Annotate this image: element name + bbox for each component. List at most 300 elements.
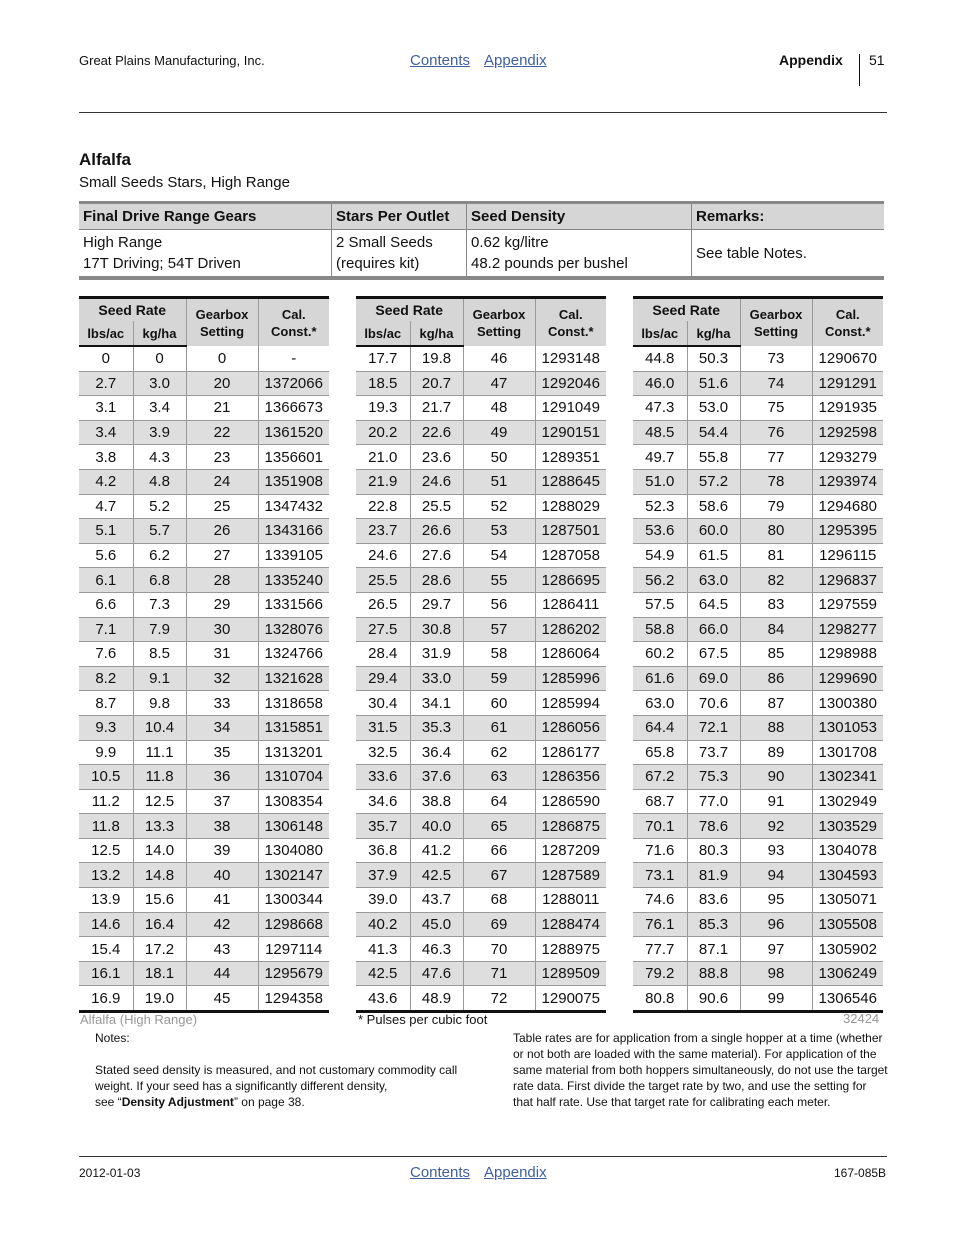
lbs-ac-cell: 57.5: [633, 592, 687, 617]
density-line-1: 0.62 kg/litre: [471, 234, 549, 251]
table-row: [79, 420, 329, 445]
cal-const-cell: 1318658: [258, 691, 329, 716]
table-row: [79, 371, 329, 396]
cal-const-cell: 1286177: [535, 740, 606, 765]
table-row: [356, 346, 606, 371]
cal-const-cell: 1306148: [258, 814, 329, 839]
kg-ha-cell: 83.6: [687, 888, 740, 913]
lbs-ac-cell: 32.5: [356, 740, 410, 765]
table-row: [356, 494, 606, 519]
kg-ha-cell: 4.8: [133, 469, 186, 494]
gearbox-cell: 40: [186, 863, 258, 888]
lbs-ac-cell: 70.1: [633, 814, 687, 839]
gearbox-cell: 65: [463, 814, 535, 839]
gearbox-cell: 33: [186, 691, 258, 716]
table-row: [356, 519, 606, 544]
table-row: [79, 445, 329, 470]
cal-const-cell: 1288029: [535, 494, 606, 519]
kg-ha-cell: 6.2: [133, 543, 186, 568]
table-row: [356, 765, 606, 790]
kg-ha-cell: 64.5: [687, 592, 740, 617]
gearbox-cell: 99: [740, 986, 812, 1012]
lbs-ac-cell: 22.8: [356, 494, 410, 519]
const-label: Const.*: [271, 323, 317, 339]
density-adjustment-link[interactable]: Density Adjustment: [121, 1095, 234, 1109]
lbs-ac-cell: 17.7: [356, 346, 410, 371]
lbs-ac-cell: 5.6: [79, 543, 133, 568]
gearbox-cell: 79: [740, 494, 812, 519]
lbs-ac-cell: 7.6: [79, 642, 133, 667]
table-row: [79, 814, 329, 839]
cal-const-cell: 1290151: [535, 420, 606, 445]
lbs-ac-cell: 58.8: [633, 617, 687, 642]
lbs-ac-cell: 7.1: [79, 617, 133, 642]
cal-const-cell: 1290075: [535, 986, 606, 1012]
kg-ha-cell: 69.0: [687, 666, 740, 691]
lbs-ac-cell: 33.6: [356, 765, 410, 790]
table-row: [633, 420, 883, 445]
lbs-ac-cell: 79.2: [633, 961, 687, 986]
kg-ha-cell: 29.7: [410, 592, 463, 617]
kg-ha-cell: 73.7: [687, 740, 740, 765]
kg-ha-cell: 9.1: [133, 666, 186, 691]
lbs-ac-cell: 49.7: [633, 445, 687, 470]
cal-const-cell: 1294358: [258, 986, 329, 1012]
gearbox-cell: 87: [740, 691, 812, 716]
gearbox-cell: 37: [186, 789, 258, 814]
cal-const-cell: 1286064: [535, 642, 606, 667]
gearbox-cell: 94: [740, 863, 812, 888]
lbs-ac-cell: 14.6: [79, 912, 133, 937]
cal-const-cell: 1300344: [258, 888, 329, 913]
table-caption: Alfalfa (High Range): [80, 1012, 198, 1027]
header-divider: [859, 54, 860, 86]
cal-const-cell: 1347432: [258, 494, 329, 519]
table-row: [633, 789, 883, 814]
cal-const-cell: 1324766: [258, 642, 329, 667]
gearbox-cell: 51: [463, 469, 535, 494]
kg-ha-cell: 31.9: [410, 642, 463, 667]
gearbox-cell: 27: [186, 543, 258, 568]
gearbox-cell: 67: [463, 863, 535, 888]
gearbox-cell: 23: [186, 445, 258, 470]
info-gears: [79, 230, 332, 279]
cal-const-cell: 1287058: [535, 543, 606, 568]
cal-const-cell: 1292046: [535, 371, 606, 396]
footer-contents-link[interactable]: Contents: [410, 1164, 471, 1181]
stars-line-2: (requires kit): [336, 255, 420, 272]
lbs-ac-header: lbs/ac: [79, 321, 133, 346]
kg-ha-cell: 24.6: [410, 469, 463, 494]
page-number: 51: [869, 52, 885, 68]
setting-label: Setting: [476, 323, 522, 339]
lbs-ac-cell: 37.9: [356, 863, 410, 888]
cal-const-cell: 1305508: [812, 912, 883, 937]
seed-rate-table: [356, 296, 606, 1013]
cal-const-cell: 1343166: [258, 519, 329, 544]
gearbox-cell: 47: [463, 371, 535, 396]
kg-ha-cell: 66.0: [687, 617, 740, 642]
gearbox-cell: 53: [463, 519, 535, 544]
lbs-ac-cell: 73.1: [633, 863, 687, 888]
notes-density-text: Stated seed density is measured, and not customary commodity call weight. If your seed has a significantly different density,: [95, 1063, 458, 1093]
kg-ha-cell: 80.3: [687, 838, 740, 863]
table-row: [356, 666, 606, 691]
gearbox-setting-header: [740, 298, 812, 347]
kg-ha-cell: 10.4: [133, 715, 186, 740]
kg-ha-cell: 88.8: [687, 961, 740, 986]
gearbox-cell: 73: [740, 346, 812, 371]
gearbox-cell: 91: [740, 789, 812, 814]
lbs-ac-cell: 39.0: [356, 888, 410, 913]
cal-const-cell: 1291935: [812, 396, 883, 421]
info-header-remarks: Remarks:: [692, 203, 885, 230]
gearbox-cell: 30: [186, 617, 258, 642]
table-row: [633, 494, 883, 519]
table-row: [633, 666, 883, 691]
table-row: [79, 789, 329, 814]
table-row: [79, 715, 329, 740]
info-remarks: See table Notes.: [692, 230, 885, 279]
lbs-ac-cell: 71.6: [633, 838, 687, 863]
kg-ha-cell: 7.3: [133, 592, 186, 617]
gearbox-cell: 59: [463, 666, 535, 691]
lbs-ac-header: lbs/ac: [633, 321, 687, 346]
gearbox-cell: 20: [186, 371, 258, 396]
table-row: [633, 445, 883, 470]
cal-const-cell: 1296115: [812, 543, 883, 568]
kg-ha-cell: 12.5: [133, 789, 186, 814]
cal-const-cell: 1298668: [258, 912, 329, 937]
kg-ha-cell: 18.1: [133, 961, 186, 986]
lbs-ac-cell: 19.3: [356, 396, 410, 421]
kg-ha-cell: 20.7: [410, 371, 463, 396]
kg-ha-cell: 11.1: [133, 740, 186, 765]
footer-nav: [410, 1164, 561, 1181]
table-row: [356, 396, 606, 421]
cal-const-cell: 1286356: [535, 765, 606, 790]
kg-ha-cell: 50.3: [687, 346, 740, 371]
table-row: [356, 789, 606, 814]
gearbox-cell: 84: [740, 617, 812, 642]
gearbox-cell: 82: [740, 568, 812, 593]
kg-ha-cell: 87.1: [687, 937, 740, 962]
cal-const-cell: 1304593: [812, 863, 883, 888]
kg-ha-cell: 19.0: [133, 986, 186, 1012]
seed-rate-header: Seed Rate: [79, 298, 186, 322]
kg-ha-cell: 21.7: [410, 396, 463, 421]
table-row: [633, 715, 883, 740]
cal-const-cell: 1372066: [258, 371, 329, 396]
cal-const-cell: 1289509: [535, 961, 606, 986]
cal-const-cell: 1288975: [535, 937, 606, 962]
cal-const-cell: 1302341: [812, 765, 883, 790]
gearbox-cell: 92: [740, 814, 812, 839]
gearbox-cell: 88: [740, 715, 812, 740]
table-row: [79, 912, 329, 937]
cal-const-cell: 1288645: [535, 469, 606, 494]
gearbox-cell: 35: [186, 740, 258, 765]
table-row: [633, 519, 883, 544]
kg-ha-cell: 17.2: [133, 937, 186, 962]
lbs-ac-cell: 9.9: [79, 740, 133, 765]
cal-const-cell: 1304078: [812, 838, 883, 863]
gearbox-cell: 95: [740, 888, 812, 913]
kg-ha-cell: 41.2: [410, 838, 463, 863]
table-row: [79, 691, 329, 716]
info-header-density: Seed Density: [467, 203, 692, 230]
const-label: Const.*: [548, 323, 594, 339]
kg-ha-cell: 46.3: [410, 937, 463, 962]
gearbox-cell: 90: [740, 765, 812, 790]
lbs-ac-cell: 36.8: [356, 838, 410, 863]
table-row: [79, 346, 329, 371]
gearbox-cell: 42: [186, 912, 258, 937]
cal-const-cell: 1286411: [535, 592, 606, 617]
cal-const-cell: 1287209: [535, 838, 606, 863]
notes-heading: Notes:: [95, 1031, 130, 1045]
kg-ha-cell: 40.0: [410, 814, 463, 839]
kg-ha-cell: 58.6: [687, 494, 740, 519]
cal-const-cell: 1331566: [258, 592, 329, 617]
gearbox-cell: 22: [186, 420, 258, 445]
lbs-ac-cell: 43.6: [356, 986, 410, 1012]
kg-ha-cell: 19.8: [410, 346, 463, 371]
kg-ha-cell: 85.3: [687, 912, 740, 937]
cal-const-cell: 1310704: [258, 765, 329, 790]
table-row: [356, 838, 606, 863]
gearbox-cell: 60: [463, 691, 535, 716]
cal-const-cell: 1361520: [258, 420, 329, 445]
cal-const-cell: 1293148: [535, 346, 606, 371]
notes-left: [95, 1030, 480, 1110]
gearbox-cell: 55: [463, 568, 535, 593]
gearbox-cell: 70: [463, 937, 535, 962]
gearbox-cell: 41: [186, 888, 258, 913]
table-row: [633, 691, 883, 716]
cal-const-header: [812, 298, 883, 347]
kg-ha-cell: 57.2: [687, 469, 740, 494]
kg-ha-cell: 43.7: [410, 888, 463, 913]
const-label: Const.*: [825, 323, 871, 339]
kg-ha-cell: 78.6: [687, 814, 740, 839]
lbs-ac-header: lbs/ac: [356, 321, 410, 346]
gearbox-cell: 71: [463, 961, 535, 986]
kg-ha-cell: 16.4: [133, 912, 186, 937]
lbs-ac-cell: 6.6: [79, 592, 133, 617]
lbs-ac-cell: 67.2: [633, 765, 687, 790]
kg-ha-cell: 42.5: [410, 863, 463, 888]
kg-ha-cell: 22.6: [410, 420, 463, 445]
cal-const-cell: 1286875: [535, 814, 606, 839]
table-row: [79, 543, 329, 568]
kg-ha-cell: 5.7: [133, 519, 186, 544]
info-density: [467, 230, 692, 279]
lbs-ac-cell: 4.2: [79, 469, 133, 494]
gearbox-cell: 39: [186, 838, 258, 863]
cal-const-cell: 1328076: [258, 617, 329, 642]
lbs-ac-cell: 53.6: [633, 519, 687, 544]
footer-appendix-link[interactable]: Appendix: [484, 1164, 547, 1181]
appendix-link[interactable]: Appendix: [484, 52, 547, 69]
cal-const-header: [258, 298, 329, 347]
lbs-ac-cell: 63.0: [633, 691, 687, 716]
cal-const-cell: 1286056: [535, 715, 606, 740]
lbs-ac-cell: 3.4: [79, 420, 133, 445]
page-subtitle: Small Seeds Stars, High Range: [79, 174, 290, 191]
table-row: [79, 396, 329, 421]
cal-const-cell: 1303529: [812, 814, 883, 839]
cal-const-cell: 1302949: [812, 789, 883, 814]
contents-link[interactable]: Contents: [410, 52, 471, 69]
lbs-ac-cell: 41.3: [356, 937, 410, 962]
info-stars: [332, 230, 467, 279]
stars-line-1: 2 Small Seeds: [336, 234, 433, 251]
figure-number: 32424: [843, 1011, 880, 1026]
table-row: [356, 863, 606, 888]
lbs-ac-cell: 61.6: [633, 666, 687, 691]
table-row: [79, 592, 329, 617]
cal-const-cell: 1288011: [535, 888, 606, 913]
table-row: [633, 912, 883, 937]
gearbox-cell: 21: [186, 396, 258, 421]
notes-see: see “: [95, 1095, 122, 1109]
lbs-ac-cell: 77.7: [633, 937, 687, 962]
lbs-ac-cell: 54.9: [633, 543, 687, 568]
lbs-ac-cell: 15.4: [79, 937, 133, 962]
table-row: [633, 814, 883, 839]
gearbox-cell: 45: [186, 986, 258, 1012]
kg-ha-cell: 55.8: [687, 445, 740, 470]
cal-const-cell: 1286695: [535, 568, 606, 593]
table-row: [633, 371, 883, 396]
cal-const-cell: 1366673: [258, 396, 329, 421]
footer-rule: [79, 1156, 887, 1157]
table-row: [79, 519, 329, 544]
table-row: [633, 543, 883, 568]
cal-const-cell: 1286590: [535, 789, 606, 814]
gears-line-1: High Range: [83, 234, 163, 251]
cal-const-cell: 1292598: [812, 420, 883, 445]
kg-ha-cell: 30.8: [410, 617, 463, 642]
footer-date: 2012-01-03: [79, 1166, 141, 1180]
gears-line-2: 17T Driving; 54T Driven: [83, 255, 241, 272]
lbs-ac-cell: 13.2: [79, 863, 133, 888]
gearbox-cell: 77: [740, 445, 812, 470]
kg-ha-cell: 67.5: [687, 642, 740, 667]
cal-const-cell: 1306249: [812, 961, 883, 986]
lbs-ac-cell: 3.1: [79, 396, 133, 421]
gearbox-cell: 31: [186, 642, 258, 667]
kg-ha-cell: 60.0: [687, 519, 740, 544]
kg-ha-cell: 6.8: [133, 568, 186, 593]
table-row: [79, 469, 329, 494]
table-row: [356, 961, 606, 986]
page-title: Alfalfa: [79, 150, 131, 169]
cal-const-cell: 1308354: [258, 789, 329, 814]
lbs-ac-cell: 31.5: [356, 715, 410, 740]
cal-const-cell: 1356601: [258, 445, 329, 470]
cal-const-cell: 1315851: [258, 715, 329, 740]
lbs-ac-cell: 6.1: [79, 568, 133, 593]
table-row: [356, 715, 606, 740]
kg-ha-cell: 77.0: [687, 789, 740, 814]
seed-rate-table: [633, 296, 883, 1013]
cal-const-cell: 1295679: [258, 961, 329, 986]
kg-ha-header: kg/ha: [410, 321, 463, 346]
table-row: [633, 568, 883, 593]
kg-ha-cell: 33.0: [410, 666, 463, 691]
gearbox-cell: 62: [463, 740, 535, 765]
lbs-ac-cell: 27.5: [356, 617, 410, 642]
kg-ha-cell: 8.5: [133, 642, 186, 667]
setting-label: Setting: [753, 323, 799, 339]
table-row: [356, 740, 606, 765]
cal-const-cell: 1287589: [535, 863, 606, 888]
cal-const-cell: 1339105: [258, 543, 329, 568]
kg-ha-cell: 75.3: [687, 765, 740, 790]
gearbox-cell: 29: [186, 592, 258, 617]
cal-label: Cal.: [835, 306, 860, 322]
lbs-ac-cell: 10.5: [79, 765, 133, 790]
kg-ha-cell: 13.3: [133, 814, 186, 839]
footer-doc-code: 167-085B: [834, 1166, 887, 1180]
cal-const-cell: 1294680: [812, 494, 883, 519]
cal-label: Cal.: [558, 306, 583, 322]
lbs-ac-cell: 35.7: [356, 814, 410, 839]
lbs-ac-cell: 42.5: [356, 961, 410, 986]
gearbox-cell: 24: [186, 469, 258, 494]
cal-const-cell: 1300380: [812, 691, 883, 716]
lbs-ac-cell: 68.7: [633, 789, 687, 814]
gearbox-cell: 56: [463, 592, 535, 617]
lbs-ac-cell: 80.8: [633, 986, 687, 1012]
kg-ha-cell: 27.6: [410, 543, 463, 568]
gearbox-cell: 38: [186, 814, 258, 839]
gearbox-cell: 44: [186, 961, 258, 986]
header-nav: [410, 52, 561, 69]
lbs-ac-cell: 5.1: [79, 519, 133, 544]
cal-const-cell: 1285994: [535, 691, 606, 716]
kg-ha-cell: 14.8: [133, 863, 186, 888]
lbs-ac-cell: 23.7: [356, 519, 410, 544]
gearbox-cell: 28: [186, 568, 258, 593]
table-row: [633, 937, 883, 962]
kg-ha-cell: 53.0: [687, 396, 740, 421]
lbs-ac-cell: 40.2: [356, 912, 410, 937]
gearbox-cell: 89: [740, 740, 812, 765]
cal-const-cell: 1288474: [535, 912, 606, 937]
table-row: [356, 937, 606, 962]
lbs-ac-cell: 47.3: [633, 396, 687, 421]
gearbox-cell: 85: [740, 642, 812, 667]
table-row: [356, 617, 606, 642]
gearbox-setting-header: [186, 298, 258, 347]
lbs-ac-cell: 25.5: [356, 568, 410, 593]
cal-const-cell: 1301053: [812, 715, 883, 740]
cal-label: Cal.: [281, 306, 306, 322]
table-row: [633, 396, 883, 421]
cal-const-cell: 1304080: [258, 838, 329, 863]
lbs-ac-cell: 29.4: [356, 666, 410, 691]
table-row: [356, 691, 606, 716]
header-rule: [79, 112, 887, 113]
cal-const-cell: 1297559: [812, 592, 883, 617]
gearbox-cell: 78: [740, 469, 812, 494]
cal-const-cell: 1295395: [812, 519, 883, 544]
kg-ha-cell: 70.6: [687, 691, 740, 716]
lbs-ac-cell: 74.6: [633, 888, 687, 913]
